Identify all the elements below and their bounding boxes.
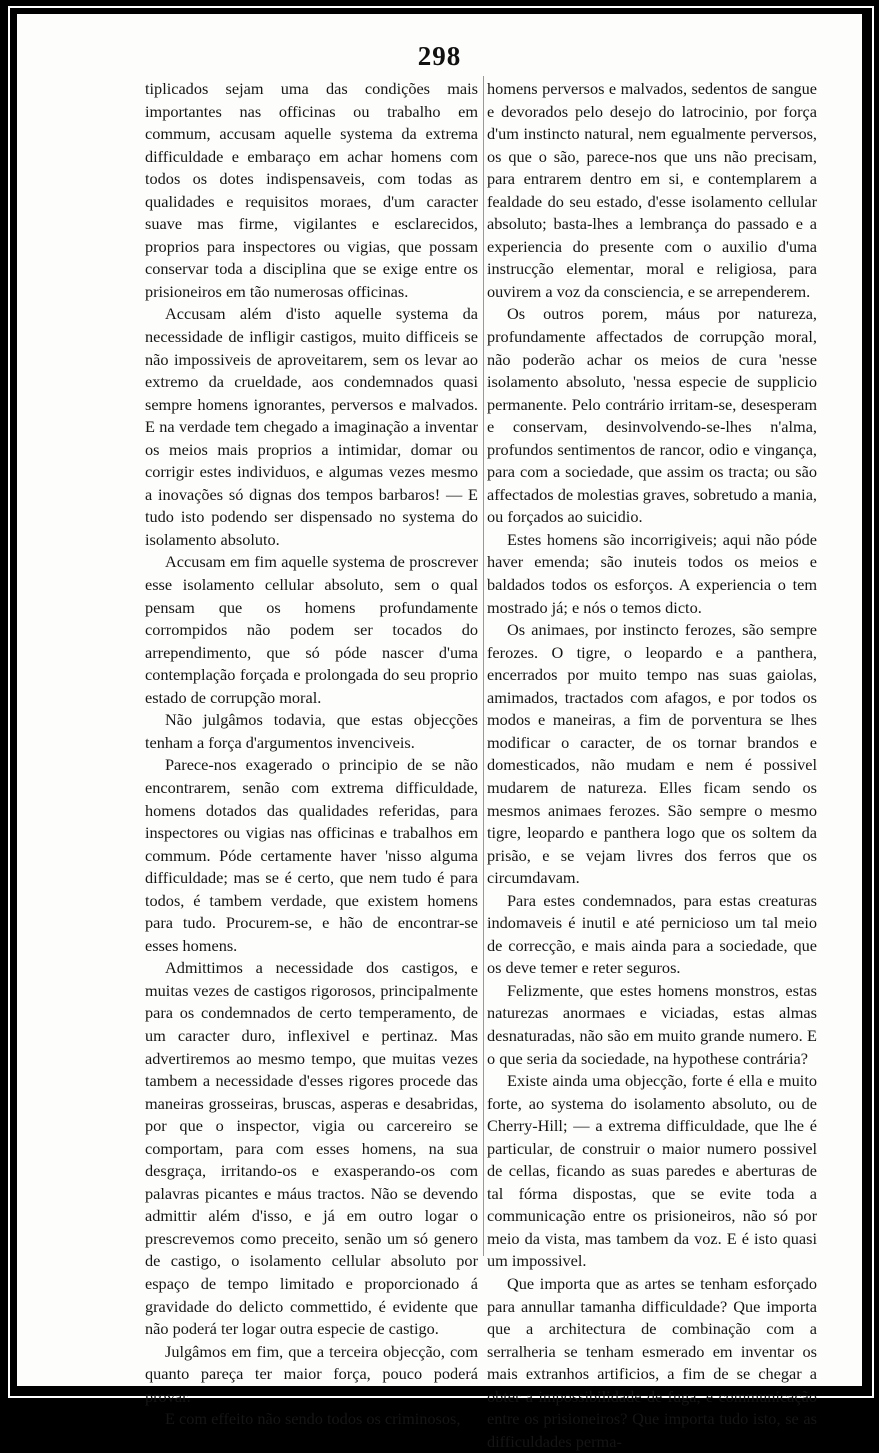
- paragraph: Accusam em fim aquelle systema de proscrever esse isolamento cellular absoluto, sem o qual pensam que os homens profundamente corrompidos não podem ser tocados do arrependimento, que só póde nascer d'uma contemplação forçada e prolongada do seu proprio estado de corrupção moral.: [145, 552, 478, 707]
- paragraph: Os animaes, por instincto ferozes, são sempre ferozes. O tigre, o leopardo e a panthera, encerrados por muito tempo nas suas gaiolas, amimados, tractados com afagos, e por todos os modos e maneiras, a fim de porventura se lhes modificar o caracter, de os tornar brandos e domesticados, não mudam e nem é possivel mudarem de natureza. Elles ficam sendo os mesmos animaes ferozes. São sempre o mesmo tigre, leopardo e panthera logo que os soltem da prisão, e se vejam livres dos ferros que os circumdavam.: [487, 620, 817, 888]
- paragraph: tiplicados sejam uma das condições mais importantes nas officinas ou trabalho em commum, accusam aquelle systema da extrema difficuldade e embaraço em achar homens com todos os dotes indispensaveis, com todas as qualidades e requisitos moraes, d'um caracter suave mas firme, vigilantes e esclarecidos, proprios para inspectores ou vigias, que possam conservar toda a disciplina que se exige entre os prisioneiros em tão numerosas officinas.: [145, 79, 478, 301]
- column-divider: [483, 76, 484, 1256]
- paragraph: homens perversos e malvados, sedentos de sangue e devorados pelo desejo do latrocinio, por força d'um instincto natural, nem egualmente perversos, os que o são, parece-nos que uns não precisam, para entrarem dentro em si, e contemplarem a fealdade do seu estado, d'esse isolamento cellular absoluto; basta-lhes a lembrança do passado e a experiencia do presente com o auxilio d'uma instrucção elementar, moral e religiosa, para ouvirem a voz da consciencia, e se arrependerem.: [487, 79, 817, 301]
- paragraph: Que importa que as artes se tenham esforçado para annullar tamanha difficuldade? Que importa que a architectura de combinação com a serralheria se tenham esmerado em inventar os mais extranhos artificios, a fim de se chegar a obter a impossibilidade de fuga, e communicação entre os prisioneiros? Que importa tudo isto, se as difficuldades perma-: [487, 1273, 817, 1451]
- right-column: [487, 78, 817, 1453]
- paragraph: Accusam além d'isto aquelle systema da necessidade de infligir castigos, muito difficeis se não impossiveis de aproveitarem, sem os levar ao extremo da crueldade, aos condemnados quasi sempre homens ignorantes, perversos e malvados. E na verdade tem chegado a imaginação a inventar os meios mais proprios a intimidar, domar ou corrigir estes individuos, e algumas vezes mesmo a inovações só dignas dos tempos barbaros! — E tudo isto podendo ser dispensado no systema do isolamento absoluto.: [145, 304, 478, 549]
- paragraph: Julgâmos em fim, que a terceira objecção, com quanto pareça ter maior força, pouco poderá provar.: [145, 1341, 478, 1406]
- page-number: 298: [417, 41, 462, 71]
- paragraph: E com effeito não sendo todos os criminosos,: [165, 1409, 461, 1429]
- paragraph: Estes homens são incorrigiveis; aqui não póde haver emenda; são inuteis todos os meios e baldados todos os esforços. A experiencia o tem mostrado já; e nós o temos dicto.: [487, 529, 817, 617]
- paragraph: Existe ainda uma objecção, forte é ella e muito forte, ao systema do isolamento absoluto, ou de Cherry-Hill; — a extrema difficuldade, que lhe é particular, de construir o maior numero possivel de cellas, ficando as suas paredes e aberturas de tal fórma dispostas, que se evite toda a communicação entre os prisioneiros, não só por meio da vista, mas tambem da voz. E é isto quasi um impossivel.: [487, 1071, 817, 1271]
- document-page: [17, 14, 862, 1451]
- paragraph: Felizmente, que estes homens monstros, estas naturezas anormaes e viciadas, estas almas desnaturadas, não são em muito grande numero. E o que seria da sociedade, na hypothese contrária?: [487, 980, 817, 1068]
- paragraph: Não julgâmos todavia, que estas objecções tenham a força d'argumentos invenciveis.: [145, 710, 478, 752]
- paragraph: Parece-nos exagerado o principio de se não encontrarem, senão com extrema difficuldade, homens dotados das qualidades referidas, para inspectores ou vigias nas officinas e trabalhos em commum. Póde certamente haver 'nisso alguma difficuldade; mas se é certo, que nem tudo é para todos, é tambem verdade, que existem homens para tudo. Procurem-se, e hão de encontrar-se esses homens.: [145, 755, 478, 955]
- paragraph: Para estes condemnados, para estas creaturas indomaveis é inutil e até pernicioso um tal meio de correcção, e mais ainda para a sociedade, que os deve temer e reter seguros.: [487, 890, 817, 978]
- left-column: [145, 78, 478, 1431]
- paragraph: Admittimos a necessidade dos castigos, e muitas vezes de castigos rigorosos, principalmente para os condemnados de certo temperamento, de um caracter duro, inflexivel e pertinaz. Mas advertiremos ao mesmo tempo, que muitas vezes tambem a necessidade d'esses rigores procede das maneiras grosseiras, bruscas, asperas e desabridas, por que o inspector, vigia ou carcereiro se comportam, para com esses homens, na sua desgraça, irritando-os e exasperando-os com palavras picantes e máus tractos. Não se devendo admittir além d'isso, e já em outro logar o prescrevemos como preceito, senão um só genero de castigo, o isolamento cellular absoluto por espaço de tempo limitado e proporcionado á gravidade do delicto commettido, é evidente que não poderá ter logar outra especie de castigo.: [145, 958, 478, 1339]
- paragraph: Os outros porem, máus por natureza, profundamente affectados de corrupção moral, não poderão achar os meios de cura 'nesse isolamento absoluto, 'nessa especie de supplicio permanente. Pelo contrário irritam-se, desesperam e conservam, desinvolvendo-se-lhes n'alma, profundos sentimentos de rancor, odio e vingança, para com a sociedade, que assim os tracta; ou são affectados de molestias graves, sobretudo a mania, ou forçados ao suicidio.: [487, 304, 817, 527]
